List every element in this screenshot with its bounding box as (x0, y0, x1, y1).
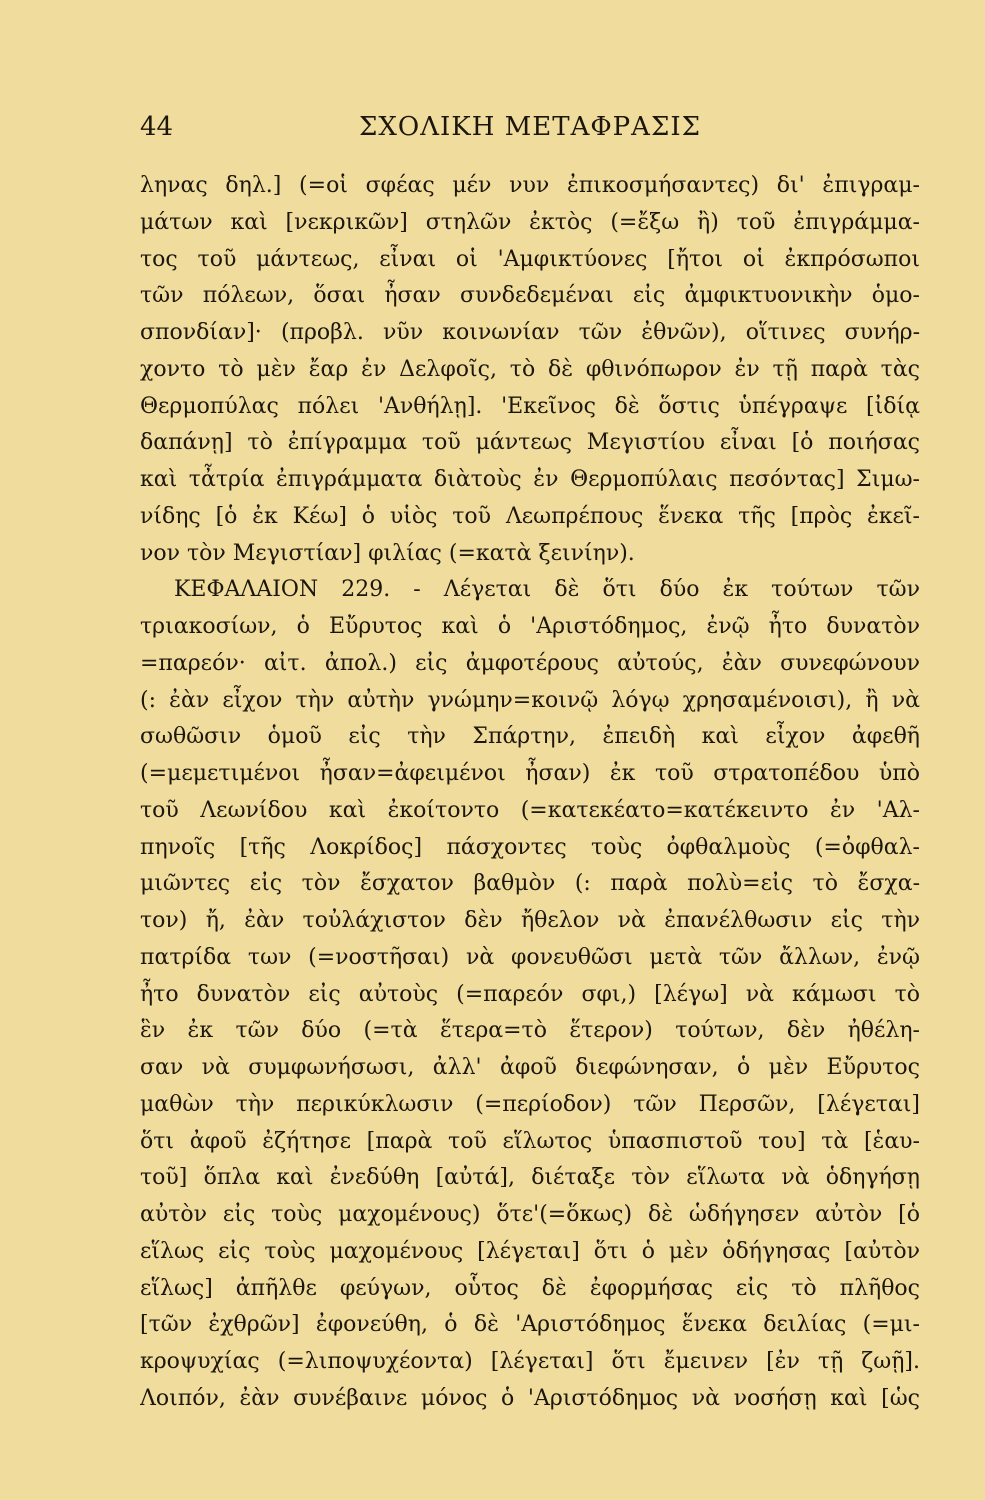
text-line: τριακοσίων, ὁ Εὔρυτος καὶ ὁ 'Αριστόδημος, ἐνῷ ἦτο δυνατὸν (140, 614, 920, 639)
text-line: ἦτο δυνατὸν εἰς αὐτοὺς (=παρεόν σφι,) [λέγω] νὰ κάμωσι τὸ (140, 981, 920, 1007)
running-title: ΣΧΟΛΙΚΗ ΜΕΤΑΦΡΑΣΙΣ (359, 112, 701, 142)
text-line: πηνοῖς [τῆς Λοκρίδος] πάσχοντες τοὺς ὀφθαλμοὺς (=ὀφθαλ- (140, 834, 920, 860)
text-line: εἵλως εἰς τοὺς μαχομένους [λέγεται] ὅτι ὁ μὲν ὁδήγησας [αὐτὸν (140, 1238, 920, 1264)
text-line: μιῶντες εἰς τὸν ἔσχατον βαθμὸν (: παρὰ πολὺ=εἰς τὸ ἔσχα- (140, 871, 920, 897)
text-line: Θερμοπύλας πόλει 'Ανθήλῃ]. 'Εκεῖνος δὲ ὅστις ὑπέγραψε [ἰδίᾳ (140, 393, 920, 419)
chapter-heading-line: ΚΕΦΑΛΑΙΟΝ 229. - Λέγεται δὲ ὅτι δύο ἐκ τούτων τῶν (174, 577, 920, 603)
text-line: τον) ἤ, ἐὰν τοὐλάχιστον δὲν ἤθελον νὰ ἐπανέλθωσιν εἰς τὴν (140, 908, 920, 933)
text-line: μάτων καὶ [νεκρικῶν] στηλῶν ἐκτὸς (=ἔξω ἢ) τοῦ ἐπιγράμμα- (140, 209, 920, 235)
text-line: σαν νὰ συμφωνήσωσι, ἀλλ' ἀφοῦ διεφώνησαν, ὁ μὲν Εὔρυτος (140, 1055, 920, 1080)
text-line: αὐτὸν εἰς τοὺς μαχομένους) ὅτε'(=ὅκως) δὲ ὡδήγησεν αὐτὸν [ὁ (140, 1202, 920, 1227)
text-line: τοῦ Λεωνίδου καὶ ἐκοίτοντο (=κατεκέατο=κατέκειντο ἐν 'Αλ- (140, 797, 920, 823)
body-text (140, 168, 920, 1418)
text-line: νίδης [ὁ ἐκ Κέω] ὁ υἱὸς τοῦ Λεωπρέπους ἕνεκα τῆς [πρὸς ἐκεῖ- (140, 503, 920, 529)
text-line: ληνας δηλ.] (=οἱ σφέας μέν νυν ἐπικοσμήσαντες) δι' ἐπιγραμ- (140, 173, 920, 198)
text-line: =παρεόν· αἰτ. ἀπολ.) εἰς ἀμφοτέρους αὐτούς, ἐὰν συνεφώνουν (140, 650, 920, 676)
text-line: (: ἐὰν εἶχον τὴν αὐτὴν γνώμην=κοινῷ λόγῳ χρησαμένοισι), ἢ νὰ (140, 687, 920, 713)
text-line: τῶν πόλεων, ὅσαι ἦσαν συνδεδεμέναι εἰς ἀμφικτυονικὴν ὁμο- (140, 283, 920, 309)
text-line: [τῶν ἐχθρῶν] ἐφονεύθη, ὁ δὲ 'Αριστόδημος ἕνεκα δειλίας (=μι- (140, 1312, 920, 1338)
text-line: εἵλως] ἀπῆλθε φεύγων, οὗτος δὲ ἐφορμήσας εἰς τὸ πλῆθος (140, 1275, 920, 1301)
text-line: καὶ τἆτρία ἐπιγράμματα διὰτοὺς ἐν Θερμοπύλαις πεσόντας] Σιμω- (140, 467, 920, 492)
page-number: 44 (140, 112, 174, 142)
text-line: τοῦ] ὅπλα καὶ ἐνεδύθη [αὐτά], διέταξε τὸν εἵλωτα νὰ ὁδηγήσῃ (140, 1165, 920, 1191)
text-line: νον τὸν Μεγιστίαν] φιλίας (=κατὰ ξεινίην). (140, 540, 635, 566)
text-line: δαπάνῃ] τὸ ἐπίγραμμα τοῦ μάντεως Μεγιστίου εἶναι [ὁ ποιήσας (140, 430, 920, 456)
text-line: μαθὼν τὴν περικύκλωσιν (=περίοδον) τῶν Περσῶν, [λέγεται] (140, 1091, 920, 1117)
text-line: πατρίδα των (=νοστῆσαι) νὰ φονευθῶσι μετὰ τῶν ἄλλων, ἐνῷ (140, 944, 920, 970)
text-line: ὅτι ἀφοῦ ἐζήτησε [παρὰ τοῦ εἵλωτος ὑπασπιστοῦ του] τὰ [ἑαυ- (140, 1128, 920, 1154)
text-line: σωθῶσιν ὁμοῦ εἰς τὴν Σπάρτην, ἐπειδὴ καὶ εἶχον ἀφεθῆ (140, 724, 920, 750)
text-line: κροψυχίας (=λιποψυχέοντα) [λέγεται] ὅτι ἔμεινεν [ἐν τῇ ζωῇ]. (140, 1349, 920, 1374)
text-line: (=μεμετιμένοι ἦσαν=ἀφειμένοι ἦσαν) ἐκ τοῦ στρατοπέδου ὑπὸ (140, 761, 920, 786)
page-header (140, 112, 920, 148)
text-line: Λοιπόν, ἐὰν συνέβαινε μόνος ὁ 'Αριστόδημος νὰ νοσήσῃ καὶ [ὡς (140, 1385, 920, 1411)
text-line: σπονδίαν]· (προβλ. νῦν κοινωνίαν τῶν ἐθνῶν), οἵτινες συνήρ- (140, 320, 920, 345)
text-line: ἓν ἐκ τῶν δύο (=τὰ ἕτερα=τὸ ἕτερον) τούτων, δὲν ἠθέλη- (140, 1018, 920, 1044)
text-line: τος τοῦ μάντεως, εἶναι οἱ 'Αμφικτύονες [ἤτοι οἱ ἐκπρόσωποι (140, 246, 920, 272)
text-line: χοντο τὸ μὲν ἔαρ ἐν Δελφοῖς, τὸ δὲ φθινόπωρον ἐν τῇ παρὰ τὰς (140, 356, 920, 382)
